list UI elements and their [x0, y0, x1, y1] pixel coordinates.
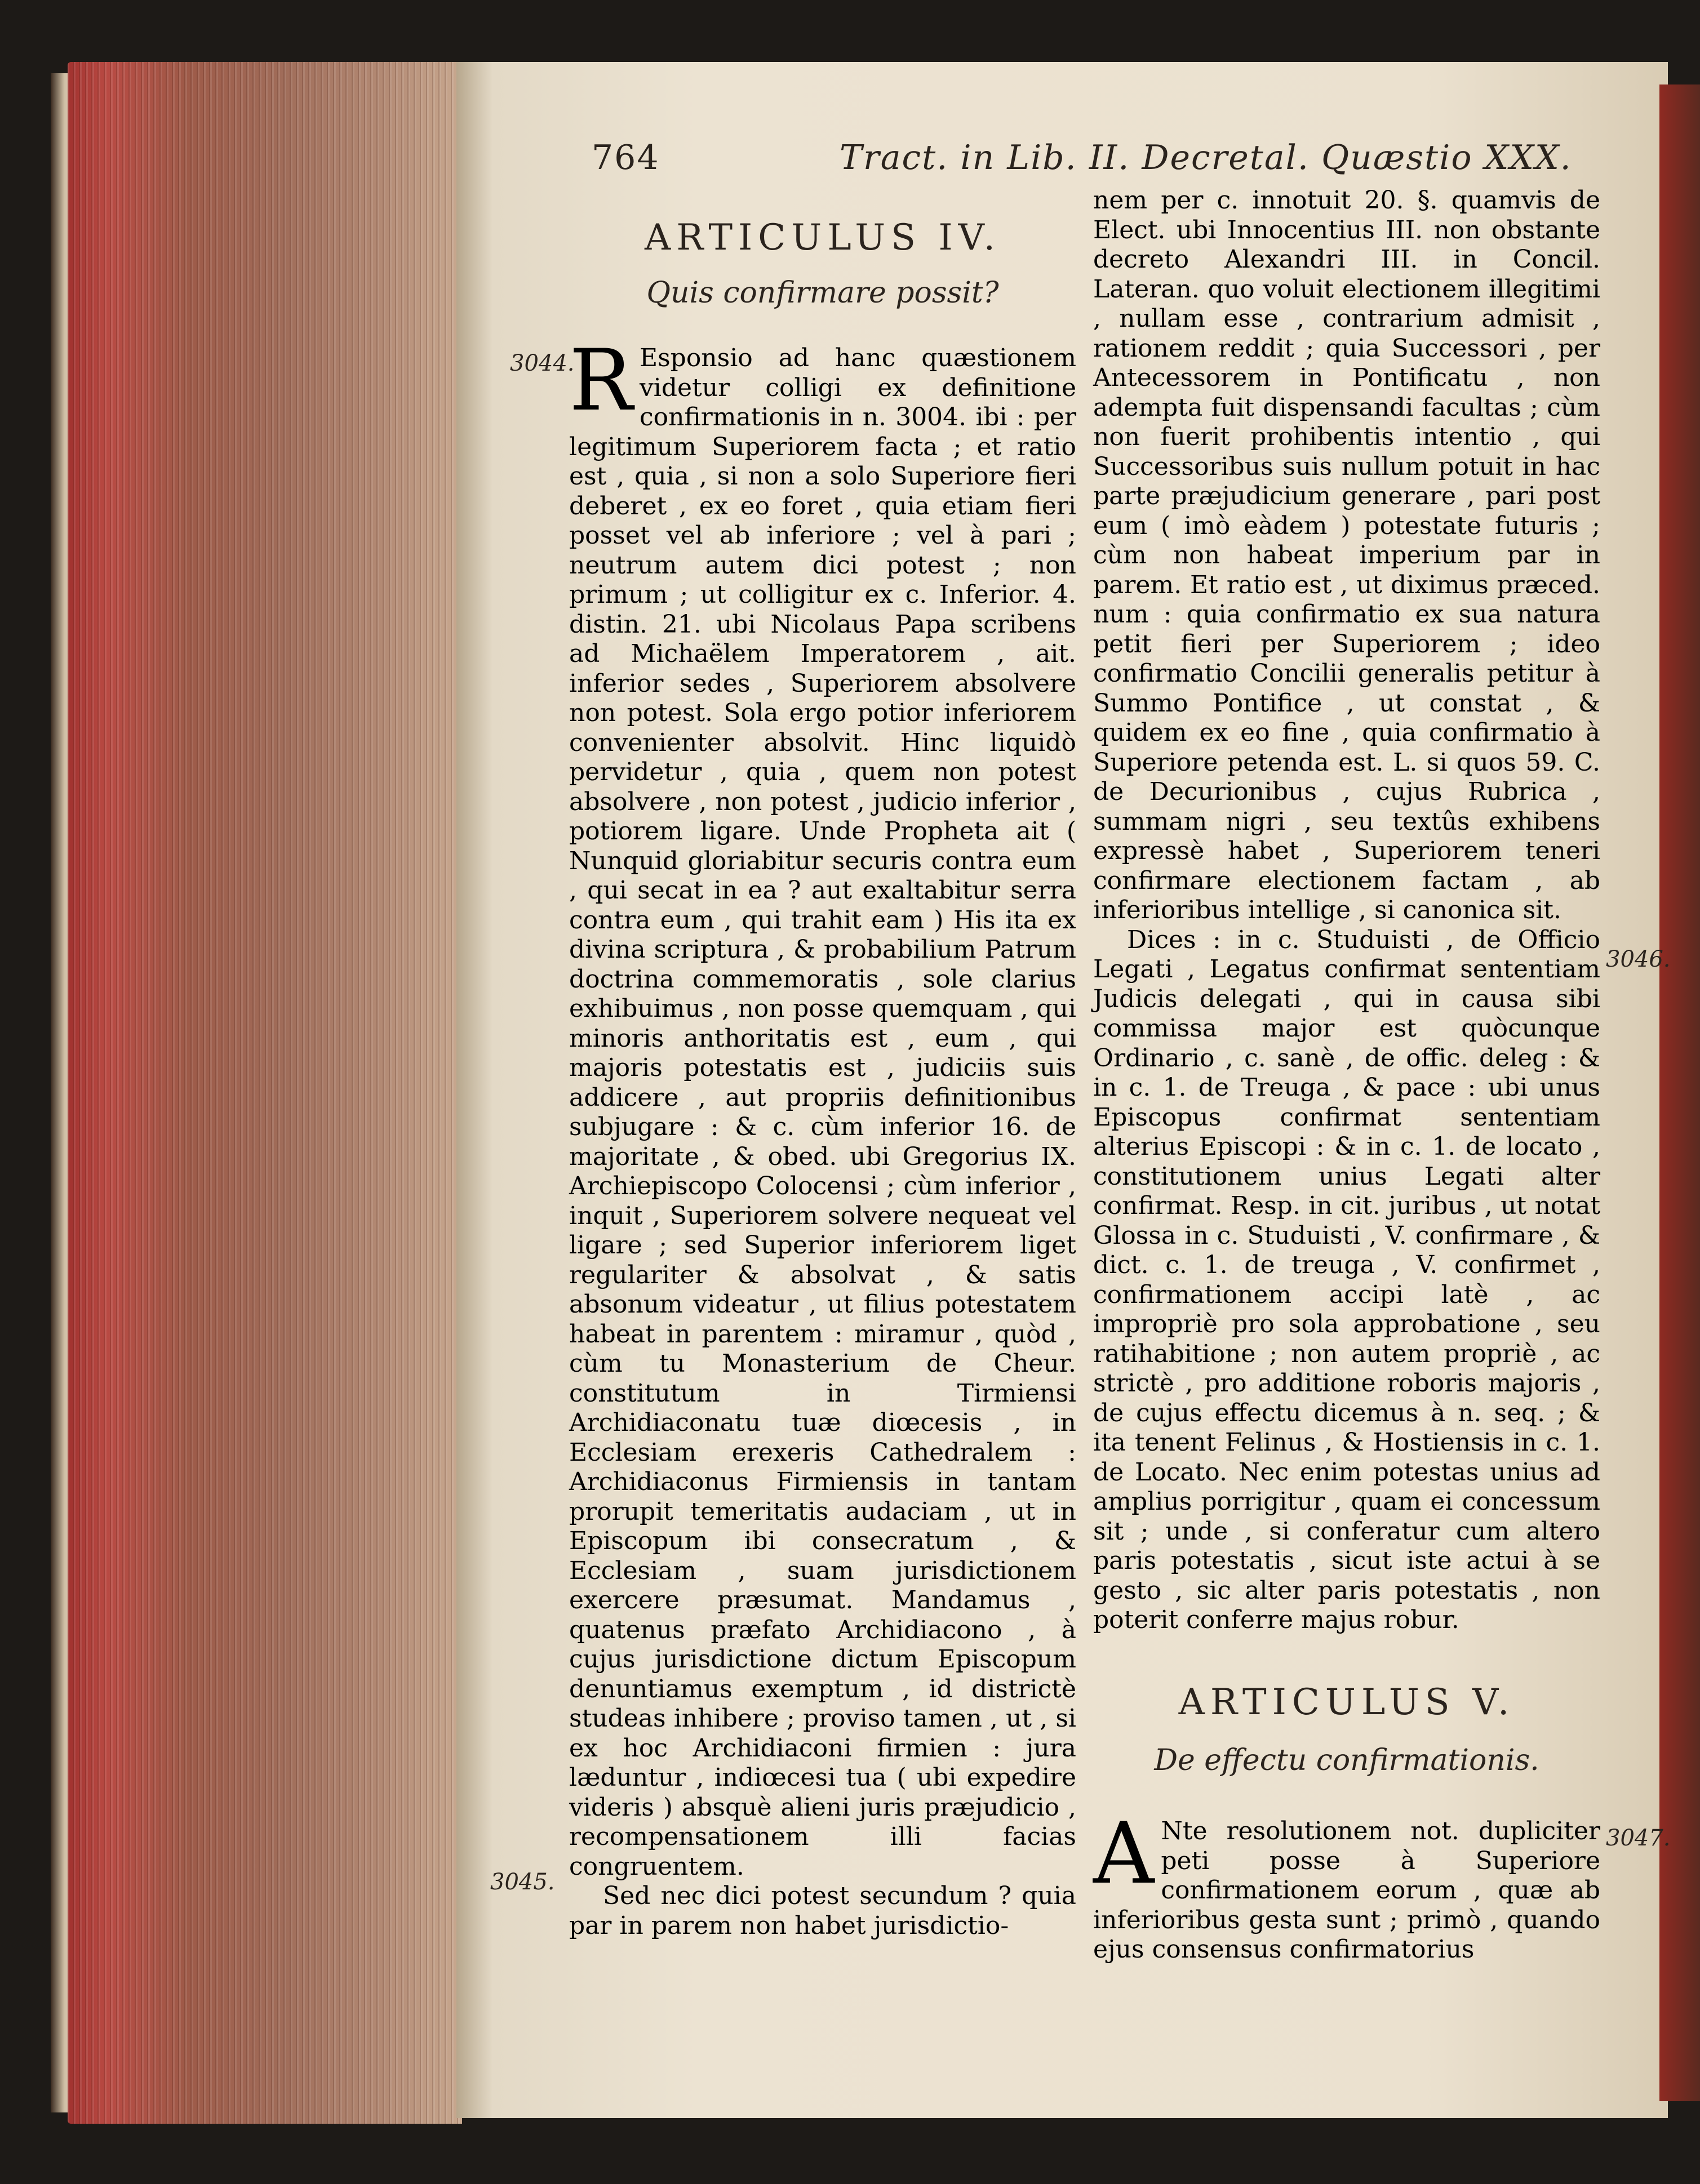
- right-column-lower: [1093, 1805, 1600, 1986]
- running-head: Tract. in Lib. II. Decretal. Quæstio XXX.: [840, 138, 1572, 177]
- paragraph-3044-text: Esponsio ad hanc quæstionem videtur colligi ex definitione confirmationis in n. 3004. ibi : per legitimum Superiorem facta ; et ratio est , quia , si non a solo Superiore fieri deberet , ex eo foret , quia etiam fieri posset vel ab inferiore ; vel à pari ; neutrum autem dici potest ; non primum ; ut colligitur ex c. Inferior. 4. distin. 21. ubi Nicolaus Papa scribens ad Michaëlem Imperatorem , ait. inferior sedes , Superiorem absolvere non potest. Sola ergo potior inferiorem convenienter absolvit. Hinc liquidò pervidetur , quia , quem non potest absolvere , non potest , judicio inferior , potiorem ligare. Unde Propheta ait ( Nunquid gloriabitur securis contra eum , qui secat in ea ? aut exaltabitur serra contra eum , qui trahit eam ) His ita ex divina scriptura , & probabilium Patrum doctrina commemoratis , sole clarius exhibuimus , non posse quemquam , qui minoris anthoritatis est , eum , qui majoris potestatis est , judiciis suis addicere , aut propriis definitionibus subjugare : & c. cùm inferior 16. de majoritate , & obed. ubi Gregorius IX. Archiepiscopo Colocensi ; cùm inferior , inquit , Superiorem solvere nequeat vel ligare ; sed Superior inferiorem liget regulariter & absolvat , & satis absonum videatur , ut filius potestatem habeat in parentem : miramur , quòd , cùm tu Monasterium de Cheur. constitutum in Tirmiensi Archidiaconatu tuæ diœcesis , in Ecclesiam erexeris Cathedralem : Archidiaconus Firmiensis in tantam prorupit temeritatis audaciam , ut in Episcopum ibi consecratum , & Ecclesiam , suam jurisdictionem exercere præsumat. Mandamus , quatenus præfato Archidiacono , à cujus jurisdictione dictum Episcopum denuntiamus exemptum , id districtè studeas inhibere ; proviso tamen , ut , si ex hoc Archidiaconi firmien : jura læduntur , indiœcesi tua ( ubi expedire videris ) absquè alieni juris præjudicio , recompensationem illi facias congruentem.: [569, 344, 1076, 1881]
- paragraph-3045: Sed nec dici potest secundum ? quia par in parem non habet jurisdictio-: [569, 1881, 1076, 1940]
- paragraph-3047-text: Nte resolutionem not. dupliciter peti posse à Superiore confirmationem eorum , quæ ab inferioribus gesta sunt ; primò , quando ejus consensus confirmatorius: [1093, 1817, 1600, 1964]
- left-column: [569, 332, 1076, 1940]
- drop-cap-a: A: [1093, 1805, 1155, 1903]
- article-iv-title: ARTICULUS IV.: [645, 217, 1001, 259]
- facing-page-edge: [1659, 84, 1700, 2101]
- margin-number-3045: 3045.: [490, 1869, 555, 1895]
- drop-cap-r: R: [569, 332, 633, 430]
- article-iv-subtitle: Quis confirmare possit?: [646, 276, 999, 310]
- paragraph-3046: Dices : in c. Studuisti , de Officio Legati , Legatus confirmat sententiam Judicis delegati , qui in causa sibi commissa major est quòcunque Ordinario , c. sanè , de offic. deleg : & in c. 1. de Treuga , & pace : ubi unus Episcopus confirmat sententiam alterius Episcopi : & in c. 1. de locato , constitutionem unius Legati alter confirmat. Resp. in cit. juribus , ut notat Glossa in c. Studuisti , V. confirmare , & dict. c. 1. de treuga , V. confirmet , confirmationem accipi latè , ac impropriè pro sola approbatione , seu ratihabitione ; non autem propriè , ac strictè , pro additione roboris majoris , de cujus effectu dicemus à n. seq. ; & ita tenent Felinus , & Hostiensis in c. 1. de Locato. Nec enim potestas unius ad amplius porrigitur , quam ei concessum sit ; unde , si conferatur cum altero paris potestatis , sicut iste actui à se gesto , sic alter paris potestatis , non poterit conferre majus robur.: [1093, 925, 1600, 1634]
- page-number: 764: [592, 138, 660, 177]
- margin-number-3047: 3047.: [1606, 1825, 1671, 1851]
- margin-number-3044: 3044.: [510, 350, 575, 376]
- paragraph-3047: [1093, 1805, 1600, 1965]
- page-edges-red: [68, 62, 462, 2124]
- right-column-upper: [1093, 186, 1600, 1662]
- article-v-subtitle: De effectu confirmationis.: [1154, 1743, 1539, 1777]
- paragraph-3044: [569, 332, 1076, 1881]
- article-v-title: ARTICULUS V.: [1178, 1682, 1515, 1723]
- margin-number-3046: 3046.: [1606, 946, 1671, 972]
- paragraph-continuation: nem per c. innotuit 20. §. quamvis de Elect. ubi Innocentius III. non obstante decreto Alexandri III. in Concil. Lateran. quo voluit electionem illegitimi , nullam esse , contrarium admisit , rationem reddit ; quia Successori , per Antecessorem in Pontificatu , non adempta fuit dispensandi facultas ; cùm non fuerit prohibentis intentio , qui Successoribus suis nullum potuit in hac parte præjudicium generare , pari post eum ( imò eàdem ) potestate futuris ; cùm non habeat imperium par in parem. Et ratio est , ut diximus præced. num : quia confirmatio ex sua natura petit fieri per Superiorem ; ideo confirmatio Concilii generalis petitur à Summo Pontifice , ut constat , & quidem ex eo fine , quia confirmatio à Superiore petenda est. L. si quos 59. C. de Decurionibus , cujus Rubrica , summam nigri , seu textûs exhibens expressè habet , Superiorem teneri confirmare electionem factam , ab inferioribus intellige , si canonica sit.: [1093, 186, 1600, 924]
